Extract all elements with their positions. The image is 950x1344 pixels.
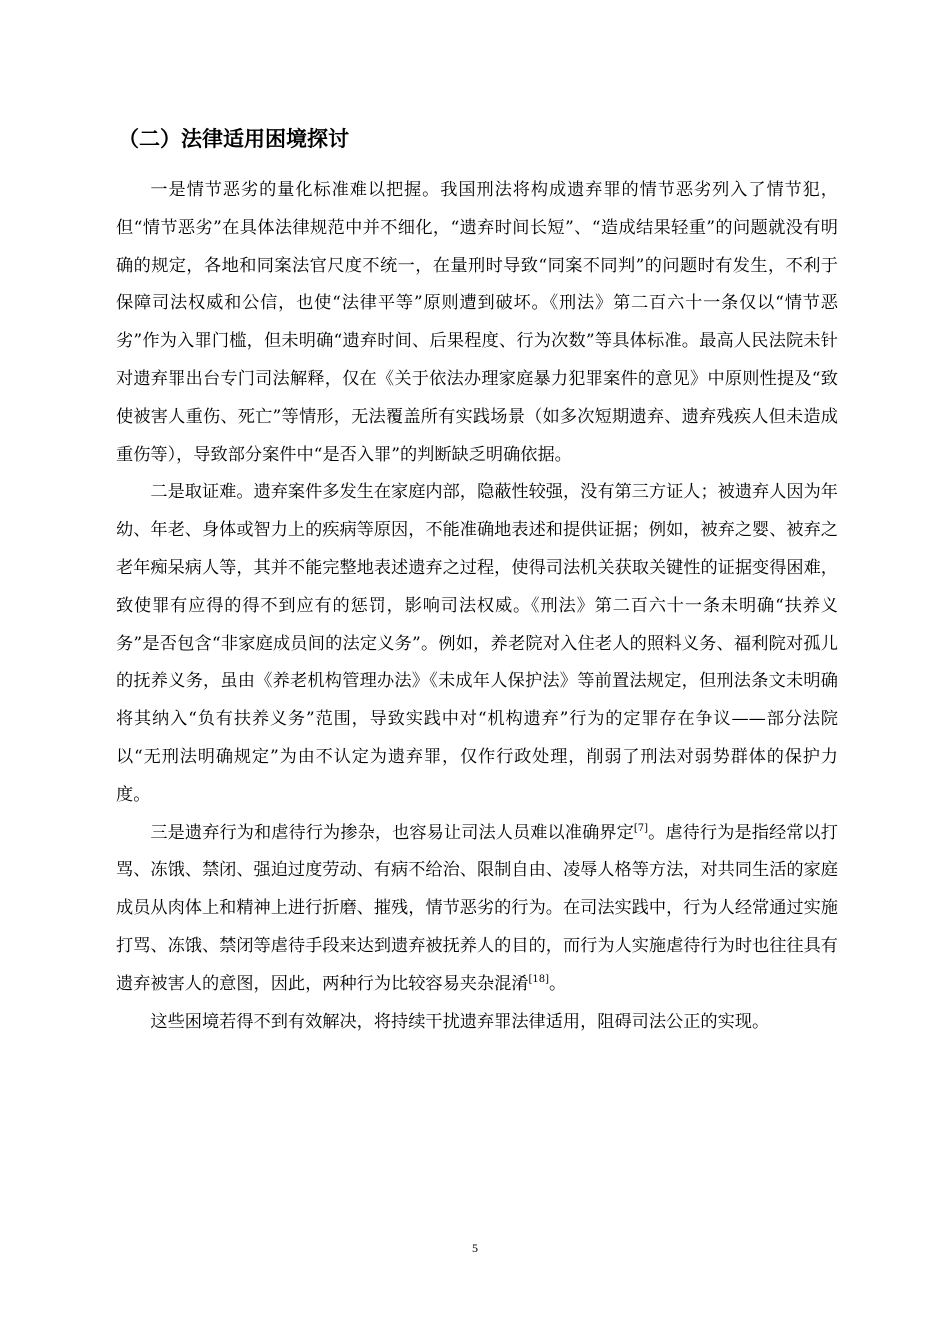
paragraph-3-part-a: 三是遗弃行为和虐待行为掺杂，也容易让司法人员难以准确界定 (150, 822, 634, 843)
body-text (116, 172, 838, 1041)
paragraph-4: 这些困境若得不到有效解决，将持续干扰遗弃罪法律适用，阻碍司法公正的实现。 (150, 1011, 770, 1032)
citation-18: [18] (528, 973, 550, 985)
citation-7: [7] (633, 822, 649, 834)
paragraph-2: 二是取证难。遗弃案件多发生在家庭内部，隐蔽性较强，没有第三方证人；被遗弃人因为年幼、年老、身体或智力上的疾病等原因，不能准确地表述和提供证据；例如，被弃之婴、被弃之老年痴呆病人等，其并不能完整地表述遗弃之过程，使得司法机关获取关键性的证据变得困难，致使罪有应得的得不到应有的惩罚，影响司法权威。《刑法》第二百六十一条未明确“扶养义务”是否包含“非家庭成员间的法定义务”。例如，养老院对入住老人的照料义务、福利院对孤儿的抚养义务，虽由《养老机构管理办法》《未成年人保护法》等前置法规定，但刑法条文未明确将其纳入“负有扶养义务”范围，导致实践中对“机构遗弃”行为的定罪存在争议——部分法院以“无刑法明确规定”为由不认定为遗弃罪，仅作行政处理，削弱了刑法对弱势群体的保护力度。 (116, 482, 838, 805)
paragraph-3-part-c: 。 (549, 973, 567, 994)
paragraph-3-part-b: 。虐待行为是指经常以打骂、冻饿、禁闭、强迫过度劳动、有病不给治、限制自由、凌辱人格等方法，对共同生活的家庭成员从肉体上和精神上进行折磨、摧残，情节恶劣的行为。在司法实践中，行为人经常通过实施打骂、冻饿、禁闭等虐待手段来达到遗弃被抚养人的目的，而行为人实施虐待行为时也往往具有遗弃被害人的意图，因此，两种行为比较容易夹杂混淆 (116, 822, 838, 994)
paragraph-1: 一是情节恶劣的量化标准难以把握。我国刑法将构成遗弃罪的情节恶劣列入了情节犯，但“情节恶劣”在具体法律规范中并不细化，“遗弃时间长短”、“造成结果轻重”的问题就没有明确的规定，各地和同案法官尺度不统一，在量刑时导致“同案不同判”的问题时有发生，不利于保障司法权威和公信，也使“法律平等”原则遭到破坏。《刑法》第二百六十一条仅以“情节恶劣”作为入罪门槛，但未明确“遗弃时间、后果程度、行为次数”等具体标准。最高人民法院未针对遗弃罪出台专门司法解释，仅在《关于依法办理家庭暴力犯罪案件的意见》中原则性提及“致使被害人重伤、死亡”等情形，无法覆盖所有实践场景（如多次短期遗弃、遗弃残疾人但未造成重伤等），导致部分案件中“是否入罪”的判断缺乏明确依据。 (116, 180, 838, 465)
paragraph-3 (116, 815, 838, 1004)
section-heading: （二）法律适用困境探讨 (118, 127, 349, 151)
page-number: 5 (472, 1241, 478, 1255)
